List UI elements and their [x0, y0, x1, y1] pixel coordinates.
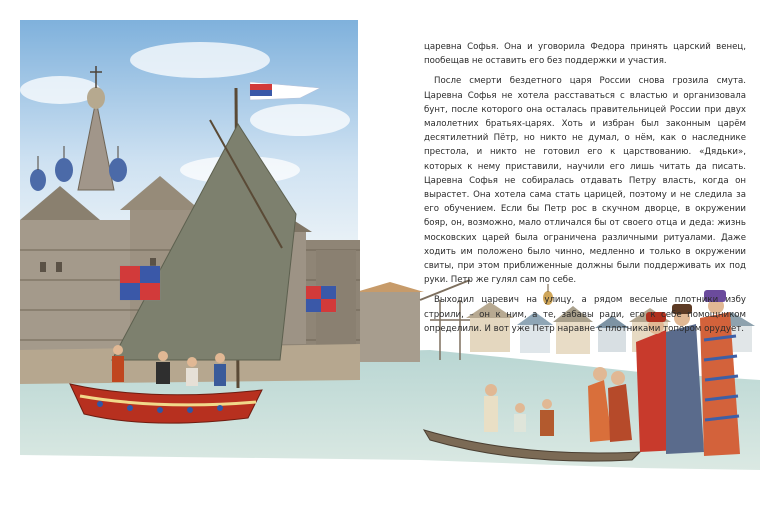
- checkered-flag: [306, 286, 336, 312]
- paragraph: Выходил царевич на улицу, а рядом веселые плотники избу строили, – он к ним, а те, забавы ради, его к себе помощником определили. И вот уже Петр наравне с плотниками топором орудует.: [424, 295, 746, 334]
- church-dome: [87, 87, 105, 109]
- paragraph: царевна Софья. Она и уговорила Федора принять царский венец, пообещав не оставить его без поддержки и участия.: [424, 42, 746, 67]
- paragraph: После смерти бездетного царя России снова грозила смута. Царевна Софья не хотела расставаться с властью и организовала бунт, после которого она осталась правительницей России при двух малолетних братьях-царях. Хоть и избран был законным царём десятилетний Пётр, но никто не думал, о нём, как о наследнике престола, и никто не готовил его к царствованию. «Дядьки», которых к нему приставили, научили его лишь читать да писать. Царевна Софья не собиралась отдавать Петру власть, когда он вырастет. Она хотела сама стать царицей, поэтому и не следила за его обучением. Если бы Петр рос в скучном дворце, в окружении бояр, он, возможно, мало отличался бы от своего отца и деда: жизнь московских царей была ограничена различными ритуалами. Даже ходить им положено было чинно, медленно и только в окружении свиты, при этом приближенные должны были поддерживать их под руки. Петр же гулял сам по себе.: [424, 76, 746, 286]
- checkered-flag: [120, 266, 160, 300]
- story-text: [424, 40, 746, 342]
